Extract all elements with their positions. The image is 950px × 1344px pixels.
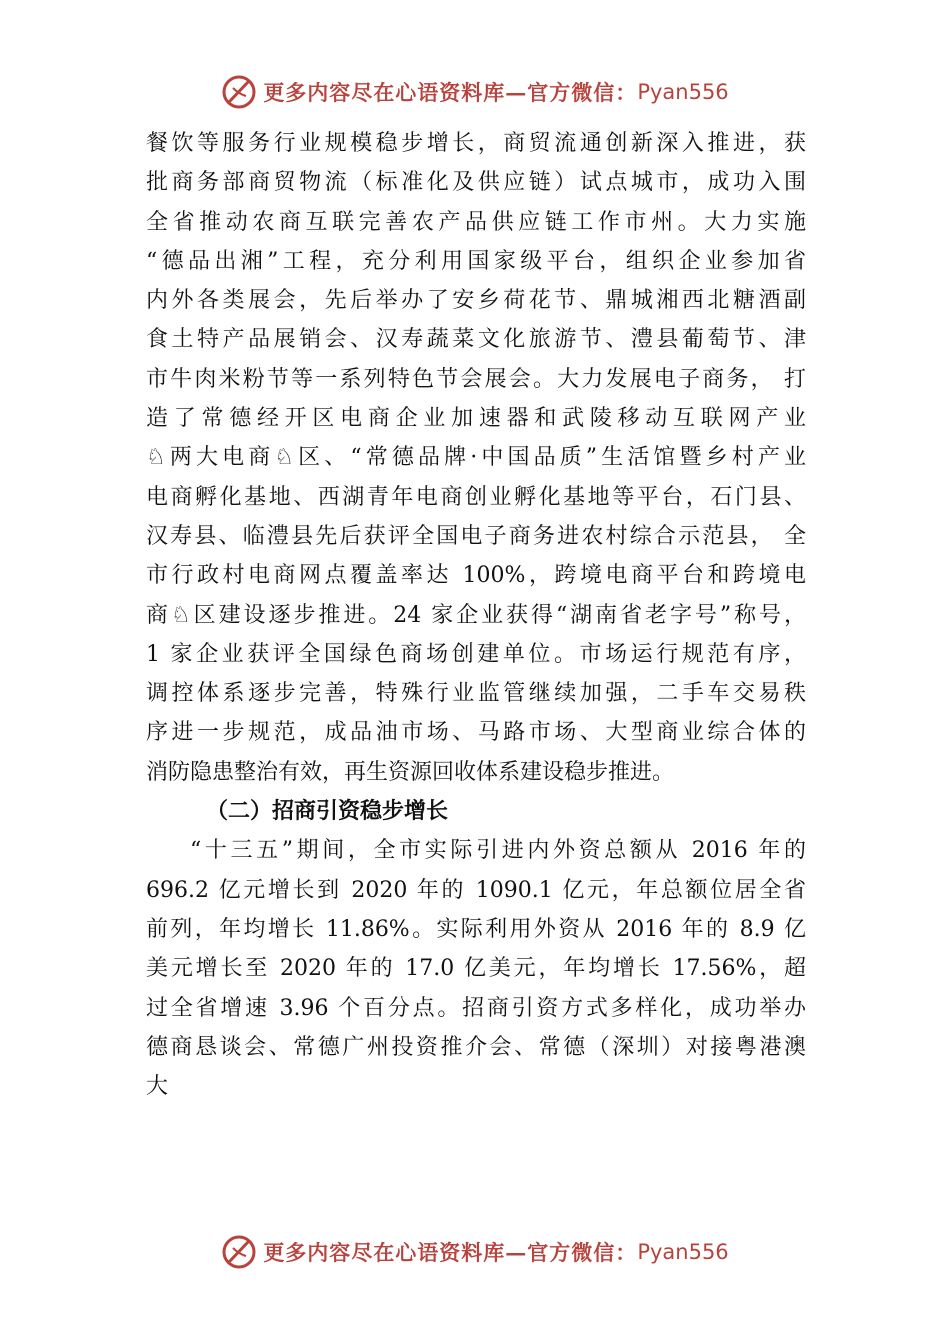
- body-line: 1 家企业获评全国绿色商场创建单位。市场运行规范有序，: [146, 641, 806, 667]
- body-line: 餐饮等服务行业规模稳步增长，商贸流通创新深入推进，获: [146, 131, 806, 156]
- body-line: 食土特产品展销会、汉寿蔬菜文化旅游节、澧县葡萄节、津: [146, 327, 806, 353]
- body-line: 全省推动农商互联完善农产品供应链工作市州。大力实施: [146, 209, 806, 235]
- body-line: 市行政村电商网点覆盖率达 100%，跨境电商平台和跨境电: [146, 563, 806, 589]
- section-line: 德商恳谈会、常德广州投资推介会、常德（深圳）对接粤港澳: [146, 1034, 806, 1060]
- footer-watermark: [0, 1232, 950, 1272]
- body-line: 造了常德经开区电商企业加速器和武陵移动互联网产业: [146, 406, 806, 432]
- body-line: 商♘区建设逐步推进。24 家企业获得“湖南省老字号”称号，: [146, 602, 806, 628]
- watermark-wechat-id: Pyan556: [637, 1240, 729, 1264]
- brush-seal-logo-icon: [221, 74, 257, 110]
- section-heading: （二）招商引资稳步增长: [206, 798, 449, 825]
- body-line: 市牛肉米粉节等一系列特色节会展会。大力发展电子商务， 打: [146, 366, 806, 392]
- body-line: 内外各类展会，先后举办了安乡荷花节、鼎城湘西北糖酒副: [146, 288, 806, 314]
- section-line: 过全省增速 3.96 个百分点。招商引资方式多样化，成功举办: [146, 995, 806, 1021]
- body-line: ♘两大电商♘区、“常德品牌·中国品质”生活馆暨乡村产业: [146, 445, 806, 471]
- brush-seal-logo-icon: [221, 1234, 257, 1270]
- body-line: “德品出湘”工程，充分利用国家级平台，组织企业参加省: [146, 248, 806, 274]
- body-line: 汉寿县、临澧县先后获评全国电子商务进农村综合示范县， 全: [146, 523, 806, 549]
- body-line: 批商务部商贸物流（标准化及供应链）试点城市，成功入围: [146, 170, 806, 196]
- body-line: 调控体系逐步完善，特殊行业监管继续加强，二手车交易秩: [146, 681, 806, 707]
- watermark-wechat-id: Pyan556: [637, 80, 729, 104]
- header-watermark: [0, 72, 950, 112]
- watermark-text: 更多内容尽在心语资料库—官方微信：: [263, 80, 638, 105]
- body-line: 消防隐患整治有效，再生资源回收体系建设稳步推进。: [146, 759, 675, 785]
- body-line: 电商孵化基地、西湖青年电商创业孵化基地等平台，石门县、: [146, 484, 806, 510]
- section-line: 大: [146, 1074, 169, 1100]
- section-line: 696.2 亿元增长到 2020 年的 1090.1 亿元，年总额位居全省: [146, 877, 806, 903]
- section-line: 美元增长至 2020 年的 17.0 亿美元，年均增长 17.56%，超: [146, 956, 806, 982]
- section-line: 前列，年均增长 11.86%。实际利用外资从 2016 年的 8.9 亿: [146, 916, 806, 942]
- document-body: [146, 124, 806, 1106]
- watermark-text: 更多内容尽在心语资料库—官方微信：: [263, 1240, 638, 1265]
- body-line: 序进一步规范，成品油市场、马路市场、大型商业综合体的: [146, 720, 806, 746]
- section-line: “十三五”期间，全市实际引进内外资总额从 2016 年的: [190, 838, 806, 864]
